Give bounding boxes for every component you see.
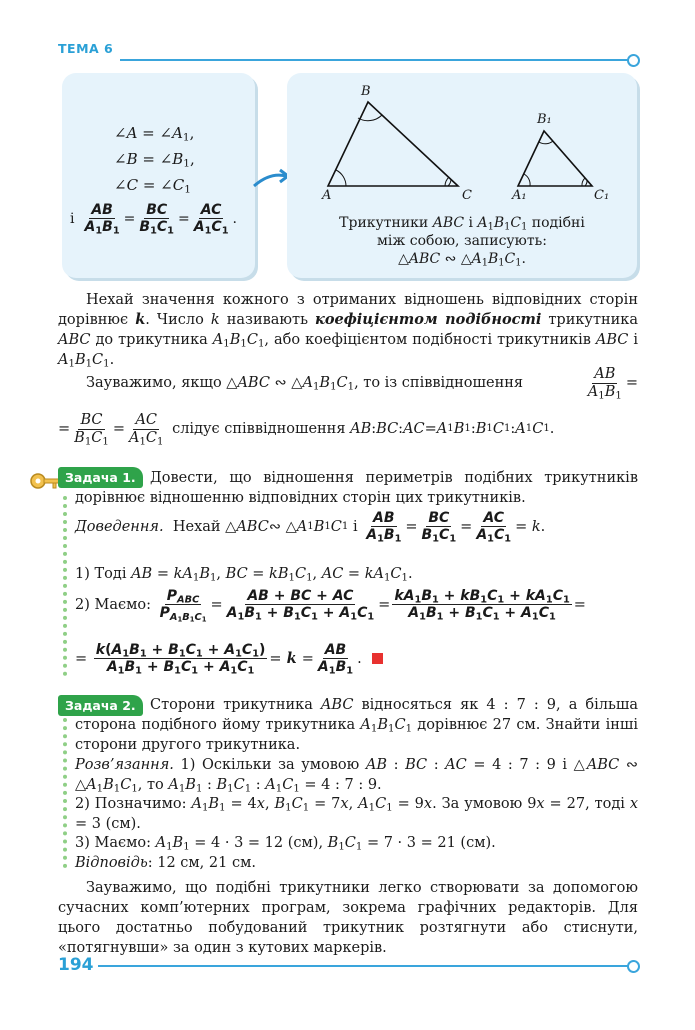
task1-step1: 1) Тоді AB = $kA_1B_1$, BC = $kB_1C_1$, AC = $kA_1C_1$. (75, 566, 413, 584)
vertex-c1: C₁ (594, 188, 610, 203)
header-rule-end (627, 54, 640, 67)
task1-proof-intro: Доведення. Нехай △ ABC ∾ △ A 1 B 1 C 1 і $\frac{AB}{A_1B_1}$ = $\frac{BC}{B_1C_1}$ = $\frac{AC}{A_1C_1}$ = k . (75, 510, 546, 545)
task2-solution-1: Розв’язання. 1) Оскільки за умовою AB : BC : AC = 4 : 7 : 9 і △ABC ∾ $\triangle A_1B_1C_1$, то $A_1B_1$ : $B_1C_1$ : $A_1C_1 = 4$ : 7 : 9. (75, 757, 638, 795)
vertex-a: A (322, 188, 332, 203)
topic-header: ТЕМА 6 (58, 41, 114, 56)
conditions-eq3: ∠C = $\angle C_1$ (114, 176, 191, 196)
task2-solution-3: 3) Маємо: $A_1B_1 = 4 \cdot 3 = 12$ (см), $B_1C_1 = 7 \cdot 3 = 21$ (см). (75, 835, 496, 853)
paragraph-remark-line1: Зауважимо, якщо △ABC ∾ $\triangle A_1B_1C_1$, то із співвідношення $\frac{AB}{A_1B_1}$ = (86, 366, 638, 402)
task2-badge: Задача 2. (58, 695, 143, 716)
page-number: 194 (58, 955, 94, 975)
caption-line1: Трикутники ABC і $A_1B_1C_1$ подібні (339, 215, 585, 233)
footer-rule-end (627, 960, 640, 973)
end-of-proof-square (372, 653, 383, 664)
header-rule (120, 59, 630, 61)
proof-label: Доведення. (75, 518, 164, 535)
conditions-prefix: і (70, 210, 75, 227)
triangles-caption (292, 214, 632, 268)
task2-solution-2: 2) Позначимо: $A_1B_1 = 4x$, $B_1C_1 = 7x$, $A_1C_1 = 9x$. За умовою 9x = 27, тоді x = 3 (см). (75, 796, 639, 832)
caption-line2: між собою, записують: (377, 233, 547, 249)
footer-rule (98, 965, 628, 967)
task2-dotted-line (63, 718, 67, 868)
conditions-eq2: ∠B = $\angle B_1$, (114, 150, 195, 170)
task1-badge: Задача 1. (58, 467, 143, 488)
paragraph-graphics-editors: Зауважимо, що подібні трикутники легко створювати за допомогою сучасних комп’ютерних програм, зокрема графічних редакторів. Для цього достатньо побудований трикутник розтягнути або стиснути, «потягнувши» за один з кутових маркерів. (58, 880, 638, 956)
vertex-b1: B₁ (537, 112, 552, 127)
triangle-a1b1c1 (518, 131, 592, 186)
task1-step2: 2) Маємо: $\frac{P_{ABC}}{P_{A_1B_1C_1}}$ = $\frac{AB + BC + AC}{A_1B_1 + B_1C_1 + A_1C_1}$ = $\frac{kA_1B_1 + kB_1C_1 + kA_1C_1}{A_1B_1 + B_1C_1 + A_1C_1}$ = (75, 588, 586, 624)
vertex-c: C (462, 188, 472, 203)
solution-label: Розв’язання. (75, 757, 174, 773)
conditions-eq1: ∠A = $\angle A_1$, (114, 124, 195, 144)
conditions-ratios: і $\frac{AB}{A_1B_1}$ = $\frac{BC}{B_1C_1}$ = $\frac{AC}{A_1C_1}$ . (70, 202, 237, 237)
task2-answer (75, 853, 256, 873)
key-icon (28, 469, 62, 493)
caption-line3: △ABC ∾ $\triangle A_1B_1C_1$. (398, 251, 526, 269)
answer-value: : 12 см, 21 см. (147, 855, 256, 871)
paragraph-coefficient: Нехай значення кожного з отриманих відношень відповідних сторін дорівнює k. Число k називають коефіцієнтом подібності трикутника ABC до трикутника $A_1B_1C_1$, або коефіцієнтом подібності трикутників ABC і $A_1B_1C_1$. (58, 292, 639, 370)
task1-dotted-line (63, 496, 67, 676)
paragraph-remark-line2: = $\frac{BC}{B_1C_1}$ = $\frac{AC}{A_1C_1}$ слідує співвідношення AB : BC : AC = A 1 B 1 : B 1 C 1 : A 1 C 1 . (58, 412, 555, 448)
vertex-b: B (361, 84, 371, 99)
task2-statement: Сторони трикутника ABC відносяться як 4 : 7 : 9, а більша сторона подібного йому трикутника $A_1B_1C_1$ дорівнює 27 см. Знайти інші сторони другого трикутника. (75, 697, 638, 753)
triangle-abc (328, 102, 458, 186)
answer-label: Відповідь (75, 855, 148, 871)
arrow-icon (252, 168, 292, 192)
task1-statement: Довести, що відношення периметрів подібних трикутників дорівнює відношенню відповідних сторін цих трикутників. (75, 470, 638, 506)
task1-step2-cont: = $\frac{k(A_1B_1 + B_1C_1 + A_1C_1)}{A_1B_1 + B_1C_1 + A_1C_1}$ = k = $\frac{AB}{A_1B_1}$ . (75, 642, 383, 675)
vertex-a1: A₁ (512, 188, 527, 203)
